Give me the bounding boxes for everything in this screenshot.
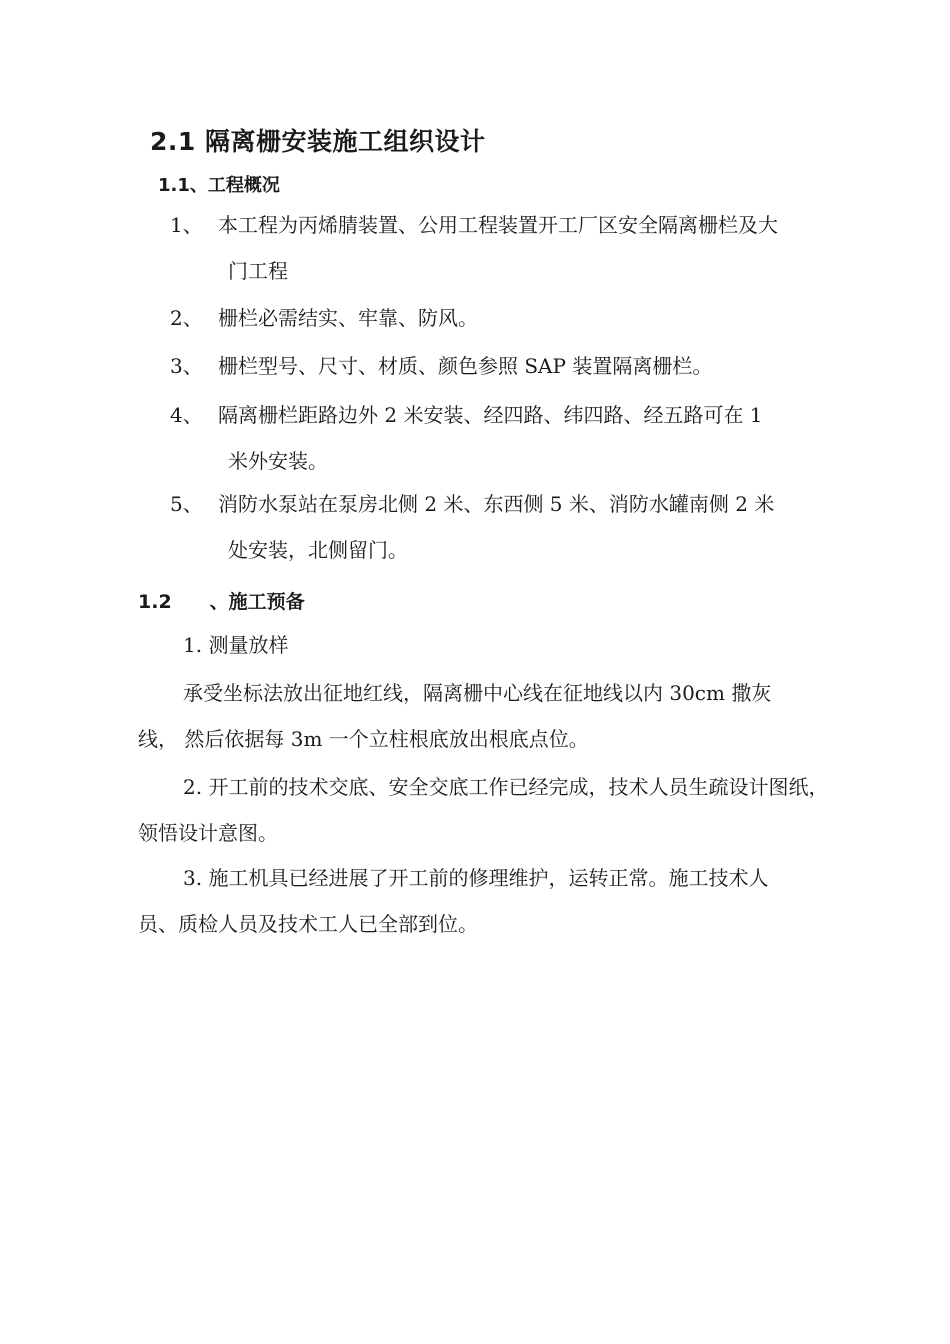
list-item [170, 481, 850, 573]
list-item [170, 295, 850, 341]
paragraph [138, 855, 858, 947]
subheading-text: 1. 测量放样 [183, 633, 289, 657]
list-item-text-continued: 门工程 [228, 259, 288, 283]
list-item-text: 栅栏必需结实、牢靠、防风。 [218, 306, 478, 330]
document-title: 2.1 隔离栅安装施工组织设计 [150, 127, 486, 156]
list-item-text: 隔离栅栏距路边外 2 米安装、经四路、纬四路、经五路可在 1 [218, 403, 763, 427]
paragraph-line: 员、质检人员及技术工人已全部到位。 [138, 912, 478, 936]
list-item-number: 1、 [170, 213, 203, 237]
list-item-text-continued: 米外安装。 [228, 449, 328, 473]
list-item [170, 343, 850, 389]
list-item-text: 消防水泵站在泵房北侧 2 米、东西侧 5 米、消防水罐南侧 2 米 [218, 492, 775, 516]
subheading-survey [138, 622, 858, 668]
list-item [170, 392, 850, 484]
paragraph-line: 线， 然后依据每 3m 一个立柱根底放出根底点位。 [138, 727, 589, 751]
paragraph-line: 承受坐标法放出征地红线，隔离栅中心线在征地线以内 30cm 撒灰 [183, 681, 772, 705]
section-heading-preparation [138, 587, 305, 614]
list-item-number: 2、 [170, 306, 203, 330]
list-item [170, 202, 850, 294]
section-number: 1.2 [138, 591, 172, 613]
section-heading-overview: 1.1、工程概况 [158, 175, 280, 196]
paragraph [138, 764, 858, 856]
list-item-number: 5、 [170, 492, 203, 516]
list-item-text: 本工程为丙烯腈装置、公用工程装置开工厂区安全隔离栅栏及大 [218, 213, 778, 237]
paragraph-line: 领悟设计意图。 [138, 821, 278, 845]
section-title: 、施工预备 [209, 591, 305, 613]
paragraph [138, 670, 858, 762]
list-item-number: 4、 [170, 403, 203, 427]
list-item-number: 3、 [170, 354, 203, 378]
paragraph-line: 3. 施工机具已经进展了开工前的修理维护，运转正常。施工技术人 [183, 866, 769, 890]
list-item-text: 栅栏型号、尺寸、材质、颜色参照 SAP 装置隔离栅栏。 [218, 354, 713, 378]
list-item-text-continued: 处安装，北侧留门。 [228, 538, 408, 562]
paragraph-line: 2. 开工前的技术交底、安全交底工作已经完成，技术人员生疏设计图纸， [183, 775, 829, 799]
